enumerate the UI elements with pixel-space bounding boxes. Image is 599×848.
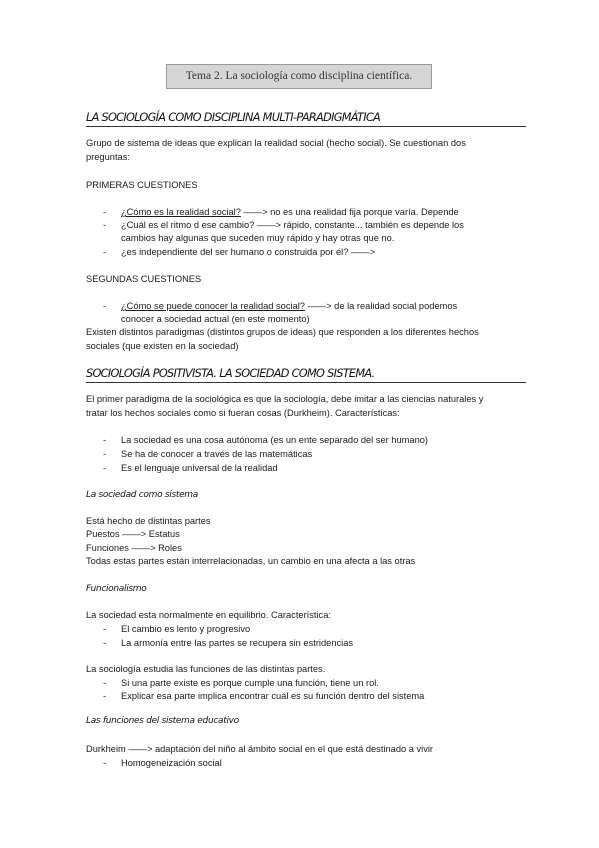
paragraph-line: Todas estas partes están interrelacionadas, un cambio en una afecta a las otras [86, 556, 416, 566]
bullet-marker: - [103, 758, 107, 768]
list-item-continuation: conocer a sociedad actual (en este momento) [121, 314, 310, 324]
bullet-marker: - [103, 247, 107, 257]
paragraph-line: sociales (que existen en la sociedad) [86, 341, 239, 351]
list-item: ¿Cuál es el ritmo d ese cambio? ——> rápido, constante... también es depende los [121, 220, 464, 230]
paragraph-line: Está hecho de distintas partes [86, 516, 211, 526]
bullet-marker: - [103, 624, 107, 634]
list-item-text: ——> no es una realidad fija porque varía. Depende [240, 207, 459, 217]
list-item: La armonía entre las partes se recupera sin estridencias [121, 638, 354, 648]
bullet-marker: - [103, 220, 107, 230]
bullet-marker: - [103, 638, 107, 648]
subheading-funcionalismo: Funcionalismo [86, 584, 147, 594]
paragraph-line: El primer paradigma de la sociológica es que la sociología, debe imitar a las ciencias naturales y [86, 394, 484, 404]
list-item: Es el lenguaje universal de la realidad [121, 463, 278, 473]
section-heading-positivista: SOCIOLOGÍA POSITIVISTA. LA SOCIEDAD COMO SISTEMA. [86, 367, 526, 383]
paragraph-line: Grupo de sistema de ideas que explican la realidad social (hecho social). Se cuestionan dos [86, 138, 466, 148]
list-item-text: ——> de la realidad social podemos [304, 301, 458, 311]
bullet-marker: - [103, 678, 107, 688]
primeras-cuestiones-heading: PRIMERAS CUESTIONES [86, 180, 198, 190]
underlined-question: ¿Cómo es la realidad social? [121, 207, 241, 217]
list-item: La sociedad es una cosa autónoma (es un ente separado del ser humano) [121, 435, 429, 445]
subheading-sociedad-sistema: La sociedad como sistema [86, 490, 198, 500]
list-item: Explicar esa parte implica encontrar cuál es su función dentro del sistema [121, 691, 425, 701]
bullet-marker: - [103, 207, 107, 217]
list-item: Homogeneización social [121, 758, 222, 768]
bullet-marker: - [103, 449, 107, 459]
bullet-marker: - [103, 691, 107, 701]
paragraph-line: La sociología estudia las funciones de las distintas partes. [86, 664, 326, 674]
list-item-continuation: cambios hay algunas que suceden muy rápido y hay otras que no. [121, 233, 395, 243]
list-item [121, 300, 457, 314]
list-item: ¿es independiente del ser humano o construida por él? ——> [121, 247, 376, 257]
paragraph-line: Durkheim ——> adaptación del niño al ámbito social en el que está destinado a vivir [86, 744, 434, 754]
document-title: Tema 2. La sociología como disciplina científica. [166, 64, 432, 89]
paragraph-line: tratar los hechos sociales como si fueran cosas (Durkheim). Características: [86, 408, 400, 418]
paragraph-line: La sociedad esta normalmente en equilibrio. Característica: [86, 610, 331, 620]
bullet-marker: - [103, 463, 107, 473]
subheading-funciones-sistema-educativo: Las funciones del sistema educativo [86, 716, 239, 726]
section-heading-multiparadigmatica: LA SOCIOLOGÍA COMO DISCIPLINA MULTI-PARADIGMÁTICA [86, 111, 526, 127]
list-item [121, 206, 459, 220]
paragraph-line: Funciones ——> Roles [86, 543, 182, 553]
bullet-marker: - [103, 435, 107, 445]
underlined-question: ¿Cómo se puede conocer la realidad social? [121, 301, 305, 311]
paragraph-line: Existen distintos paradigmas (distintos grupos de ideas) que responden a los diferentes hechos [86, 327, 479, 337]
bullet-marker: - [103, 301, 107, 311]
paragraph-line: Puestos ——> Estatus [86, 529, 180, 539]
list-item: El cambio es lento y progresivo [121, 624, 251, 634]
paragraph-line: preguntas: [86, 152, 130, 162]
segundas-cuestiones-heading: SEGUNDAS CUESTIONES [86, 274, 202, 284]
list-item: Se ha de conocer a través de las matemáticas [121, 449, 313, 459]
list-item: Si una parte existe es porque cumple una función, tiene un rol. [121, 678, 379, 688]
